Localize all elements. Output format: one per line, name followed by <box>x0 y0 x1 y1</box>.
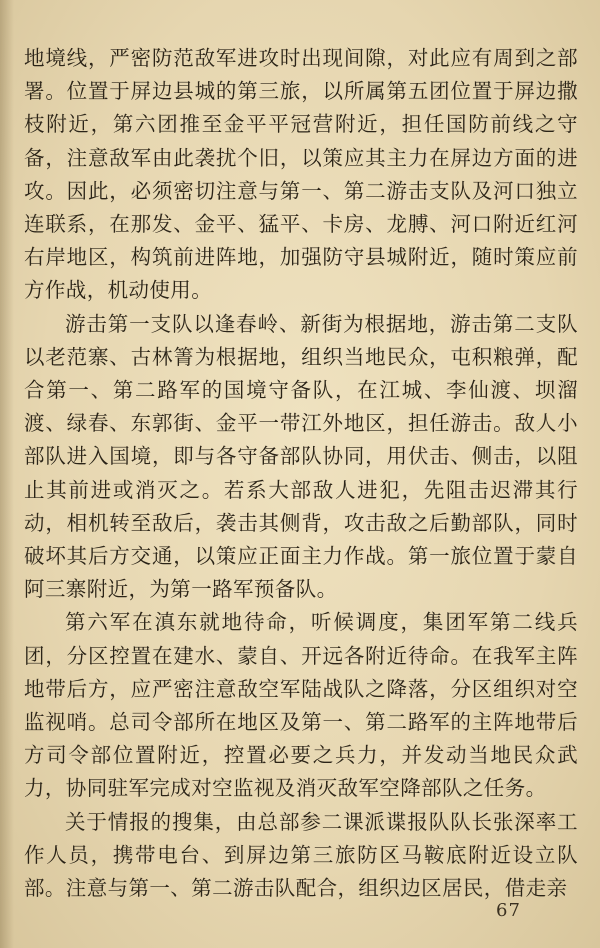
paragraph-2: 游击第一支队以逢春岭、新街为根据地，游击第二支队以老范寨、古林箐为根据地，组织当地民众，屯积粮弹，配合第一、第二路军的国境守备队，在江城、李仙渡、坝溜渡、绿春、东郭街、金平一带江外地区，担任游击。敌人小部队进入国境，即与各守备部队协同，用伏击、侧击，以阻止其前进或消灭之。若系大部敌人进犯，先阻击迟滞其行动，相机转至敌后，袭击其侧背，攻击敌之后勤部队，同时破坏其后方交通，以策应正面主力作战。第一旅位置于蒙自阿三寨附近，为第一路军预备队。 <box>24 311 578 602</box>
paragraph-3: 第六军在滇东就地待命，听候调度，集团军第二线兵团，分区控置在建水、蒙自、开远各附近待命。在我军主阵地带后方，应严密注意敌空军陆战队之降落，分区组织对空监视哨。总司令部所在地区及第一、第二路军的主阵地带后方司令部位置附近，控置必要之兵力，并发动当地民众武力，协同驻军完成对空监视及消灭敌军空降部队之任务。 <box>24 610 578 801</box>
body-text <box>24 42 578 905</box>
page-number: 67 <box>496 900 521 921</box>
paragraph-4: 关于情报的搜集，由总部参二课派谍报队队长张深率工作人员，携带电台、到屏边第三旅防区马鞍底附近设立队部。注意与第一、第二游击队配合，组织边区居民，借走亲 <box>24 809 578 901</box>
paragraph-1: 地境线，严密防范敌军进攻时出现间隙，对此应有周到之部署。位置于屏边县城的第三旅，以所属第五团位置于屏边撒枝附近，第六团推至金平平冠营附近，担任国防前线之守备，注意敌军由此袭扰个旧，以策应其主力在屏边方面的进攻。因此，必须密切注意与第一、第二游击支队及河口独立连联系，在那发、金平、猛平、卡房、龙膊、河口附近红河右岸地区，构筑前进阵地，加强防守县城附近，随时策应前方作战，机动使用。 <box>24 46 578 303</box>
